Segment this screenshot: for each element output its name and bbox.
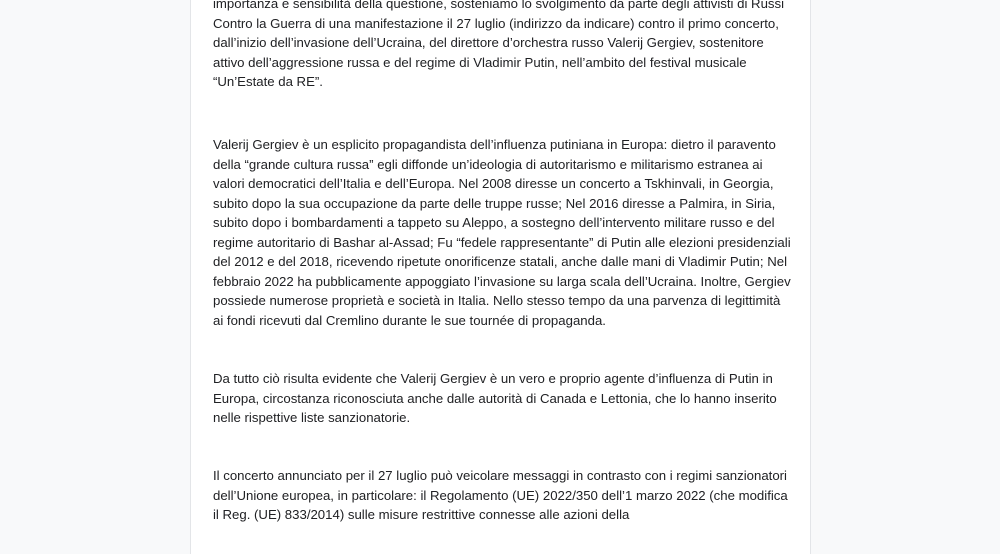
paragraph-concert-sanctions: Il concerto annunciato per il 27 luglio può veicolare messaggi in contrasto con i regimi sanzionatori dell’Unione europea, in particolare: il Regolamento (UE) 2022/350 dell’1 marzo 2022 (che modifica il Reg. (UE) 833/2014) sulle misure restrittive connesse alle azioni della: [213, 468, 788, 522]
document-page: [190, 0, 811, 554]
paragraph-intro: importanza e sensibilità della questione, sosteniamo lo svolgimento da parte degli attivisti di Russi Contro la Guerra di una manifestazione il 27 luglio (indirizzo da indicare) contro il primo concerto, dall’inizio dell’invasione dell’Ucraina, del direttore d’orchestra russo Valerij Gergiev, sostenitore attivo dell’aggressione russa e del regime di Vladimir Putin, nell’ambito del festival musicale “Un’Estate da RE”.: [213, 0, 785, 89]
paragraph-agent-of-influence: Da tutto ciò risulta evidente che Valerij Gergiev è un vero e proprio agente d’influenza di Putin in Europa, circostanza riconosciuta anche dalle autorità di Canada e Lettonia, che lo hanno inserito nelle rispettive liste sanzionatorie.: [213, 371, 777, 425]
paragraph-gergiev-propaganda: Valerij Gergiev è un esplicito propagandista dell’influenza putiniana in Europa: dietro il paravento della “grande cultura russa” egli diffonde un’ideologia di autoritarismo e militarismo estranea ai valori democratici dell’Italia e dell’Europa. Nel 2008 diresse un concerto a Tskhinvali, in Georgia, subito dopo la sua occupazione da parte delle truppe russe; Nel 2016 diresse a Palmira, in Siria, subito dopo i bombardamenti a tappeto su Aleppo, a sostegno dell’intervento militare russo e del regime autoritario di Bashar al-Assad; Fu “fedele rappresentante” di Putin alle elezioni presidenziali del 2012 e del 2018, ricevendo ripetute onorificenze statali, anche dalle mani di Vladimir Putin; Nel febbraio 2022 ha pubblicamente appoggiato l’invasione su larga scala dell’Ucraina. Inoltre, Gergiev possiede numerose proprietà e società in Italia. Nello stesso tempo da una parvenza di legittimità ai fondi ricevuti dal Cremlino durante le sue tournée di propaganda.: [213, 137, 791, 328]
